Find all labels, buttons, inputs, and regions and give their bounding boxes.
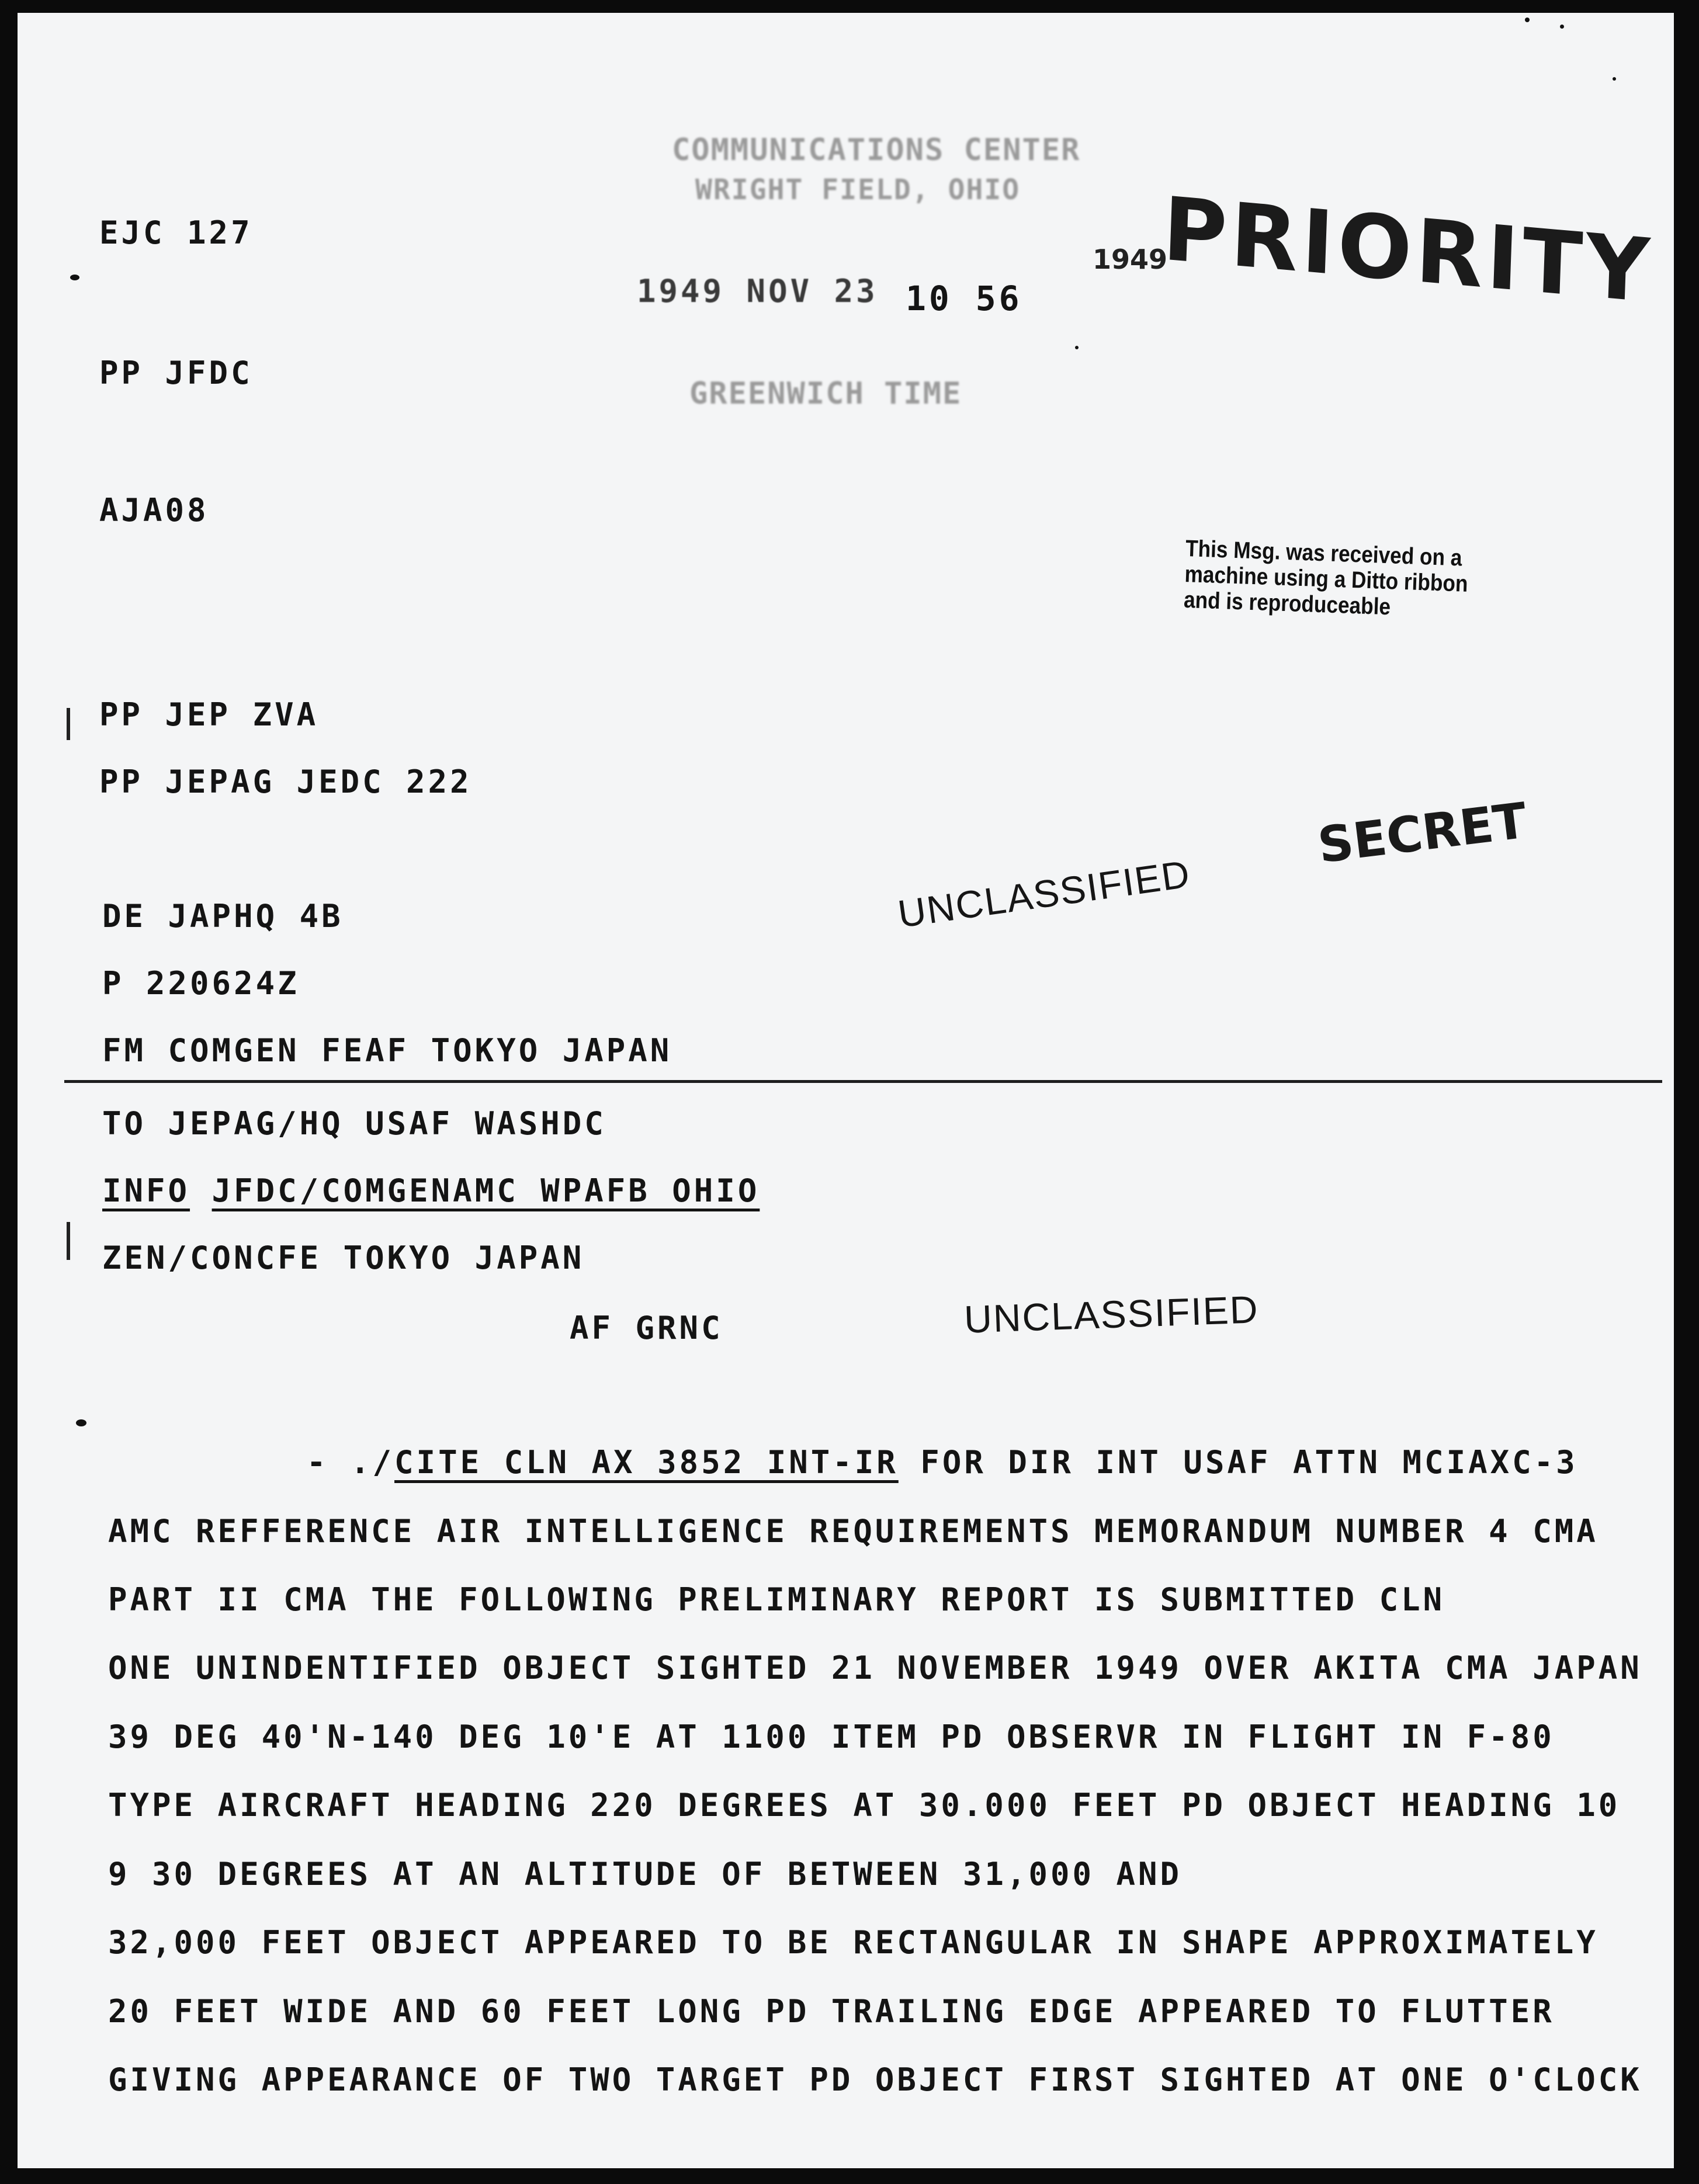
secret-stamp: SECRET: [1315, 791, 1530, 874]
body-line: ONE UNINDENTIFIED OBJECT SIGHTED 21 NOVEMBER 1949 OVER AKITA CMA JAPAN: [108, 1650, 1642, 1686]
ink-speck: [1560, 25, 1564, 29]
info-label: INFO: [102, 1172, 190, 1209]
from-station-line: DE JAPHQ 4B: [102, 898, 344, 935]
dtg-line: P 220624Z: [102, 965, 300, 1002]
body-line: PART II CMA THE FOLLOWING PRELIMINARY REPORT IS SUBMITTED CLN: [108, 1581, 1445, 1618]
priority-stamp: PRIORITY: [1161, 178, 1655, 323]
message-id-line: AJA08: [99, 492, 209, 529]
ink-speck: [76, 1419, 86, 1426]
body-line: 39 DEG 40'N-140 DEG 10'E AT 1100 ITEM PD OBSERVR IN FLIGHT IN F-80: [108, 1718, 1555, 1755]
body-line: GIVING APPEARANCE OF TWO TARGET PD OBJECT FIRST SIGHTED AT ONE O'CLOCK: [108, 2061, 1642, 2098]
ink-speck: [1525, 18, 1530, 22]
ink-speck: [1075, 346, 1079, 349]
received-date-stamp: 1949 NOV 23: [637, 273, 878, 310]
margin-mark: [67, 708, 70, 740]
info-line: [102, 1172, 760, 1209]
af-grnc-line: AF GRNC: [570, 1310, 723, 1346]
routing-line: PP JFDC: [99, 355, 253, 391]
to-line: TO JEPAG/HQ USAF WASHDC: [102, 1105, 606, 1142]
routing-line: PP JEPAG JEDC 222: [99, 763, 472, 800]
routing-line: PP JEP ZVA: [99, 696, 319, 733]
ditto-note-line: machine using a Ditto ribbon: [1184, 561, 1469, 597]
ink-speck: [70, 275, 79, 280]
cite-reference: CITE CLN AX 3852 INT-IR: [394, 1444, 899, 1481]
info-addressee: JFDC/COMGENAMC WPAFB OHIO: [211, 1172, 760, 1209]
received-time-stamp: 10 56: [906, 279, 1022, 318]
body-line: 20 FEET WIDE AND 60 FEET LONG PD TRAILING EDGE APPEARED TO FLUTTER: [108, 1993, 1555, 2030]
ditto-note-line: This Msg. was received on a: [1185, 536, 1463, 571]
divider-rule: [64, 1080, 1662, 1083]
body-line: TYPE AIRCRAFT HEADING 220 DEGREES AT 30.000 FEET PD OBJECT HEADING 10: [108, 1787, 1621, 1824]
comm-center-stamp: COMMUNICATIONS CENTER: [672, 133, 1081, 168]
ink-speck: [1613, 77, 1616, 81]
zen-line: ZEN/CONCFE TOKYO JAPAN: [102, 1239, 585, 1276]
unclassified-stamp: UNCLASSIFIED: [963, 1287, 1260, 1341]
margin-mark: [67, 1222, 70, 1260]
teletype-document: [18, 13, 1674, 2168]
priority-stamp-year: 1949: [1093, 244, 1168, 275]
from-line: FM COMGEN FEAF TOKYO JAPAN: [102, 1032, 672, 1069]
unclassified-stamp: UNCLASSIFIED: [895, 852, 1194, 936]
greenwich-time-stamp: GREENWICH TIME: [689, 376, 962, 411]
ditto-note-line: and is reproduceable: [1183, 586, 1391, 620]
ditto-ribbon-note: [1183, 536, 1469, 623]
body-line: 32,000 FEET OBJECT APPEARED TO BE RECTANGULAR IN SHAPE APPROXIMATELY: [108, 1924, 1599, 1961]
body-line: AMC REFFERENCE AIR INTELLIGENCE REQUIREMENTS MEMORANDUM NUMBER 4 CMA: [108, 1513, 1599, 1550]
cite-rest: FOR DIR INT USAF ATTN MCIAXC-3: [898, 1444, 1578, 1481]
cite-line: [307, 1444, 1578, 1481]
body-line: 9 30 DEGREES AT AN ALTITUDE OF BETWEEN 31,000 AND: [108, 1856, 1183, 1893]
comm-center-stamp-location: WRIGHT FIELD, OHIO: [695, 173, 1021, 206]
cite-prefix: - ./: [307, 1444, 395, 1481]
originator-line: EJC 127: [99, 214, 253, 251]
